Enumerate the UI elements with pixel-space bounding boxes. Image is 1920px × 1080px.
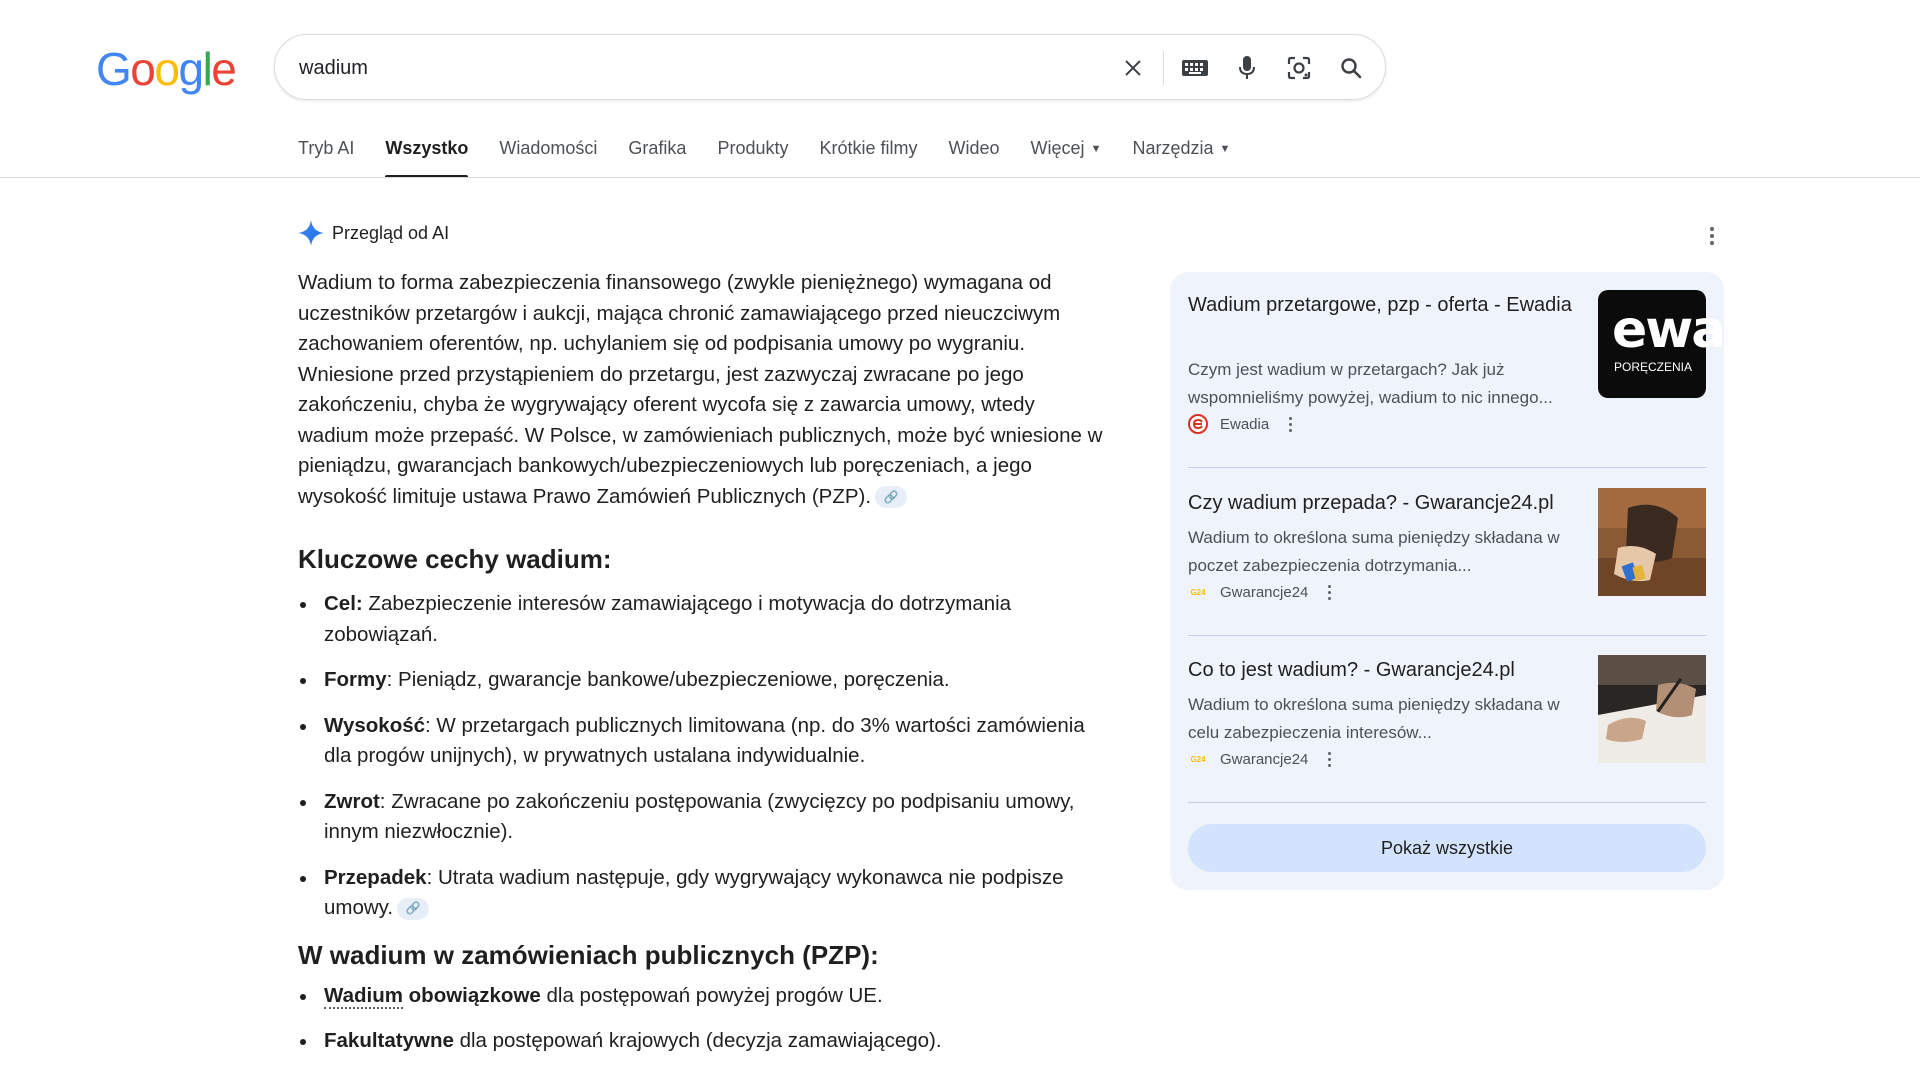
tab-ai-mode[interactable]	[298, 138, 354, 178]
search-tabs	[298, 138, 1261, 178]
item-label: Wysokość	[324, 713, 426, 737]
logo-letter: G	[96, 43, 131, 95]
source-snippet: Czym jest wadium w przetargach? Jak już wspomnieliśmy powyżej, wadium to nic innego...	[1188, 360, 1553, 407]
gwarancje24-favicon-icon: G24	[1190, 754, 1206, 764]
item-text: dla postępowań krajowych (decyzja zamawiającego).	[453, 1029, 942, 1052]
ai-overview-body	[298, 268, 1108, 1072]
source-title[interactable]: Czy wadium przepada? - Gwarancje24.pl	[1188, 492, 1554, 514]
source-meta	[1188, 582, 1331, 602]
list-item	[298, 1026, 1108, 1057]
show-all-button[interactable]: Pokaż wszystkie	[1188, 824, 1706, 872]
tab-tools[interactable]	[1132, 138, 1230, 178]
tab-all[interactable]	[385, 138, 468, 178]
search-icon[interactable]	[1335, 52, 1367, 84]
logo-letter: g	[178, 43, 203, 95]
source-thumbnail[interactable]	[1598, 488, 1706, 596]
tab-label: Produkty	[717, 138, 789, 158]
microphone-icon[interactable]	[1231, 52, 1263, 84]
search-input[interactable]	[299, 53, 1059, 83]
logo-letter: o	[154, 43, 179, 95]
pzp-list	[298, 981, 1108, 1057]
source-site: Gwarancje24	[1220, 750, 1309, 768]
logo-letter: l	[202, 43, 212, 95]
google-logo[interactable]	[96, 42, 235, 96]
tab-label: Krótkie filmy	[819, 138, 918, 158]
tab-label: Wszystko	[385, 138, 469, 158]
source-divider	[1188, 467, 1706, 468]
item-label: Cel:	[324, 592, 363, 615]
tab-short-videos[interactable]	[820, 138, 918, 178]
source-card[interactable]	[1188, 655, 1706, 775]
source-meta	[1188, 749, 1331, 769]
more-options-icon[interactable]	[1328, 585, 1331, 600]
tab-label: Grafika	[628, 138, 687, 158]
item-label: Zwrot	[324, 789, 380, 813]
gwarancje24-favicon-icon: G24	[1190, 587, 1206, 597]
item-text: : Pieniądz, gwarancje bankowe/ubezpieczeniowe, poręczenia.	[386, 668, 950, 691]
more-options-icon[interactable]	[1328, 752, 1331, 767]
keyboard-icon[interactable]	[1179, 52, 1211, 84]
source-thumbnail[interactable]	[1598, 655, 1706, 763]
list-item	[298, 711, 1108, 772]
list-item	[298, 665, 1108, 696]
ai-intro-text: Wadium to forma zabezpieczenia finansowego (zwykle pieniężnego) wymagana od uczestników przetargów i aukcji, mająca chronić zamawiającego przed nieuczciwym zachowaniem oferentów, np. uchylaniem się od podpisania umowy po wygraniu. Wniesione przed przystąpieniem do przetargu, jest zazwyczaj zwracane po jego zakończeniu, chyba że wygrywający oferent wycofa się z zawarcia umowy, wtedy wadium może przepaść. W Polsce, w zamówieniach publicznych, może być wniesione w pieniądzu, gwarancjach bankowych/ubezpieczeniowych lub poręczeniach, a jego wysokość limituje ustawa Prawo Zamówień Publicznych (PZP).	[298, 271, 1103, 508]
sources-panel	[1170, 272, 1724, 890]
ai-sparkle-icon	[298, 220, 324, 246]
clear-icon[interactable]	[1117, 52, 1149, 84]
ai-intro-paragraph	[298, 268, 1108, 512]
source-divider	[1188, 802, 1706, 803]
header-divider	[0, 177, 1920, 178]
item-label: Przepadek	[324, 865, 427, 889]
source-site: Gwarancje24	[1220, 583, 1309, 601]
source-card[interactable]	[1188, 488, 1706, 608]
source-snippet: Wadium to określona suma pieniędzy składana w poczet zabezpieczenia dotrzymania...	[1188, 528, 1560, 575]
item-text: : Utrata wadium następuje, gdy wygrywający wykonawca nie podpisze umowy.	[324, 865, 1064, 919]
ai-overview-header	[298, 220, 449, 246]
source-card[interactable]	[1188, 290, 1725, 440]
more-options-icon[interactable]	[1289, 417, 1292, 432]
item-label: obowiązkowe	[402, 983, 541, 1007]
list-item	[298, 589, 1108, 650]
source-divider	[1188, 635, 1706, 636]
tab-news[interactable]	[499, 138, 597, 178]
item-text: dla postępowań powyżej progów UE.	[540, 983, 883, 1007]
ewadia-favicon-icon	[1188, 414, 1208, 434]
item-text: Zabezpieczenie interesów zamawiającego i motywacja do dotrzymania zobowiązań.	[324, 592, 1012, 646]
tab-label: Narzędzia	[1132, 138, 1214, 158]
section-heading: W wadium w zamówieniach publicznych (PZP):	[298, 939, 879, 970]
tab-label: Więcej	[1030, 138, 1085, 158]
more-options-icon[interactable]	[1704, 222, 1720, 250]
list-item	[298, 787, 1108, 848]
list-item	[298, 863, 1108, 924]
item-label: Fakultatywne	[324, 1029, 454, 1052]
tab-more[interactable]	[1031, 138, 1102, 178]
source-title[interactable]: Co to jest wadium? - Gwarancje24.pl	[1188, 659, 1515, 681]
logo-letter: e	[211, 43, 236, 95]
thumb-sub-text: PORĘCZENIA	[1614, 360, 1693, 374]
source-title[interactable]: Wadium przetargowe, pzp - oferta - Ewadia	[1188, 294, 1572, 316]
caret-down-icon: ▼	[1219, 143, 1231, 155]
thumb-logo-text: ewa	[1612, 300, 1725, 360]
tab-images[interactable]	[628, 138, 686, 178]
logo-letter: o	[130, 43, 155, 95]
list-item	[298, 981, 1108, 1012]
tab-videos[interactable]	[949, 138, 1000, 178]
term-link[interactable]: Wadium	[324, 983, 403, 1007]
tab-products[interactable]	[717, 138, 788, 178]
citation-link-icon[interactable]: 🔗	[875, 486, 907, 508]
citation-link-icon[interactable]: 🔗	[397, 898, 429, 920]
tab-label: Tryb AI	[298, 138, 355, 158]
source-thumbnail[interactable]	[1598, 290, 1725, 398]
tab-label: Wiadomości	[499, 138, 598, 158]
search-box	[274, 34, 1386, 100]
caret-down-icon: ▼	[1090, 143, 1102, 155]
section-heading: Kluczowe cechy wadium:	[298, 544, 612, 574]
tab-label: Wideo	[948, 138, 1000, 158]
search-divider	[1163, 51, 1164, 85]
source-meta	[1188, 414, 1292, 434]
item-text: : W przetargach publicznych limitowana (np. do 3% wartości zamówienia dla progów unijnych), w prywatnych ustalana indywidualnie.	[324, 713, 1085, 767]
item-label: Formy	[324, 668, 387, 691]
features-list	[298, 589, 1108, 924]
source-snippet: Wadium to określona suma pieniędzy składana w celu zabezpieczenia interesów...	[1188, 695, 1560, 742]
source-site: Ewadia	[1220, 415, 1270, 433]
camera-lens-icon[interactable]	[1283, 52, 1315, 84]
ai-overview-title: Przegląd od AI	[332, 222, 450, 243]
item-text: : Zwracane po zakończeniu postępowania (zwycięzcy po podpisaniu umowy, innym niezwłocznie).	[324, 789, 1075, 843]
